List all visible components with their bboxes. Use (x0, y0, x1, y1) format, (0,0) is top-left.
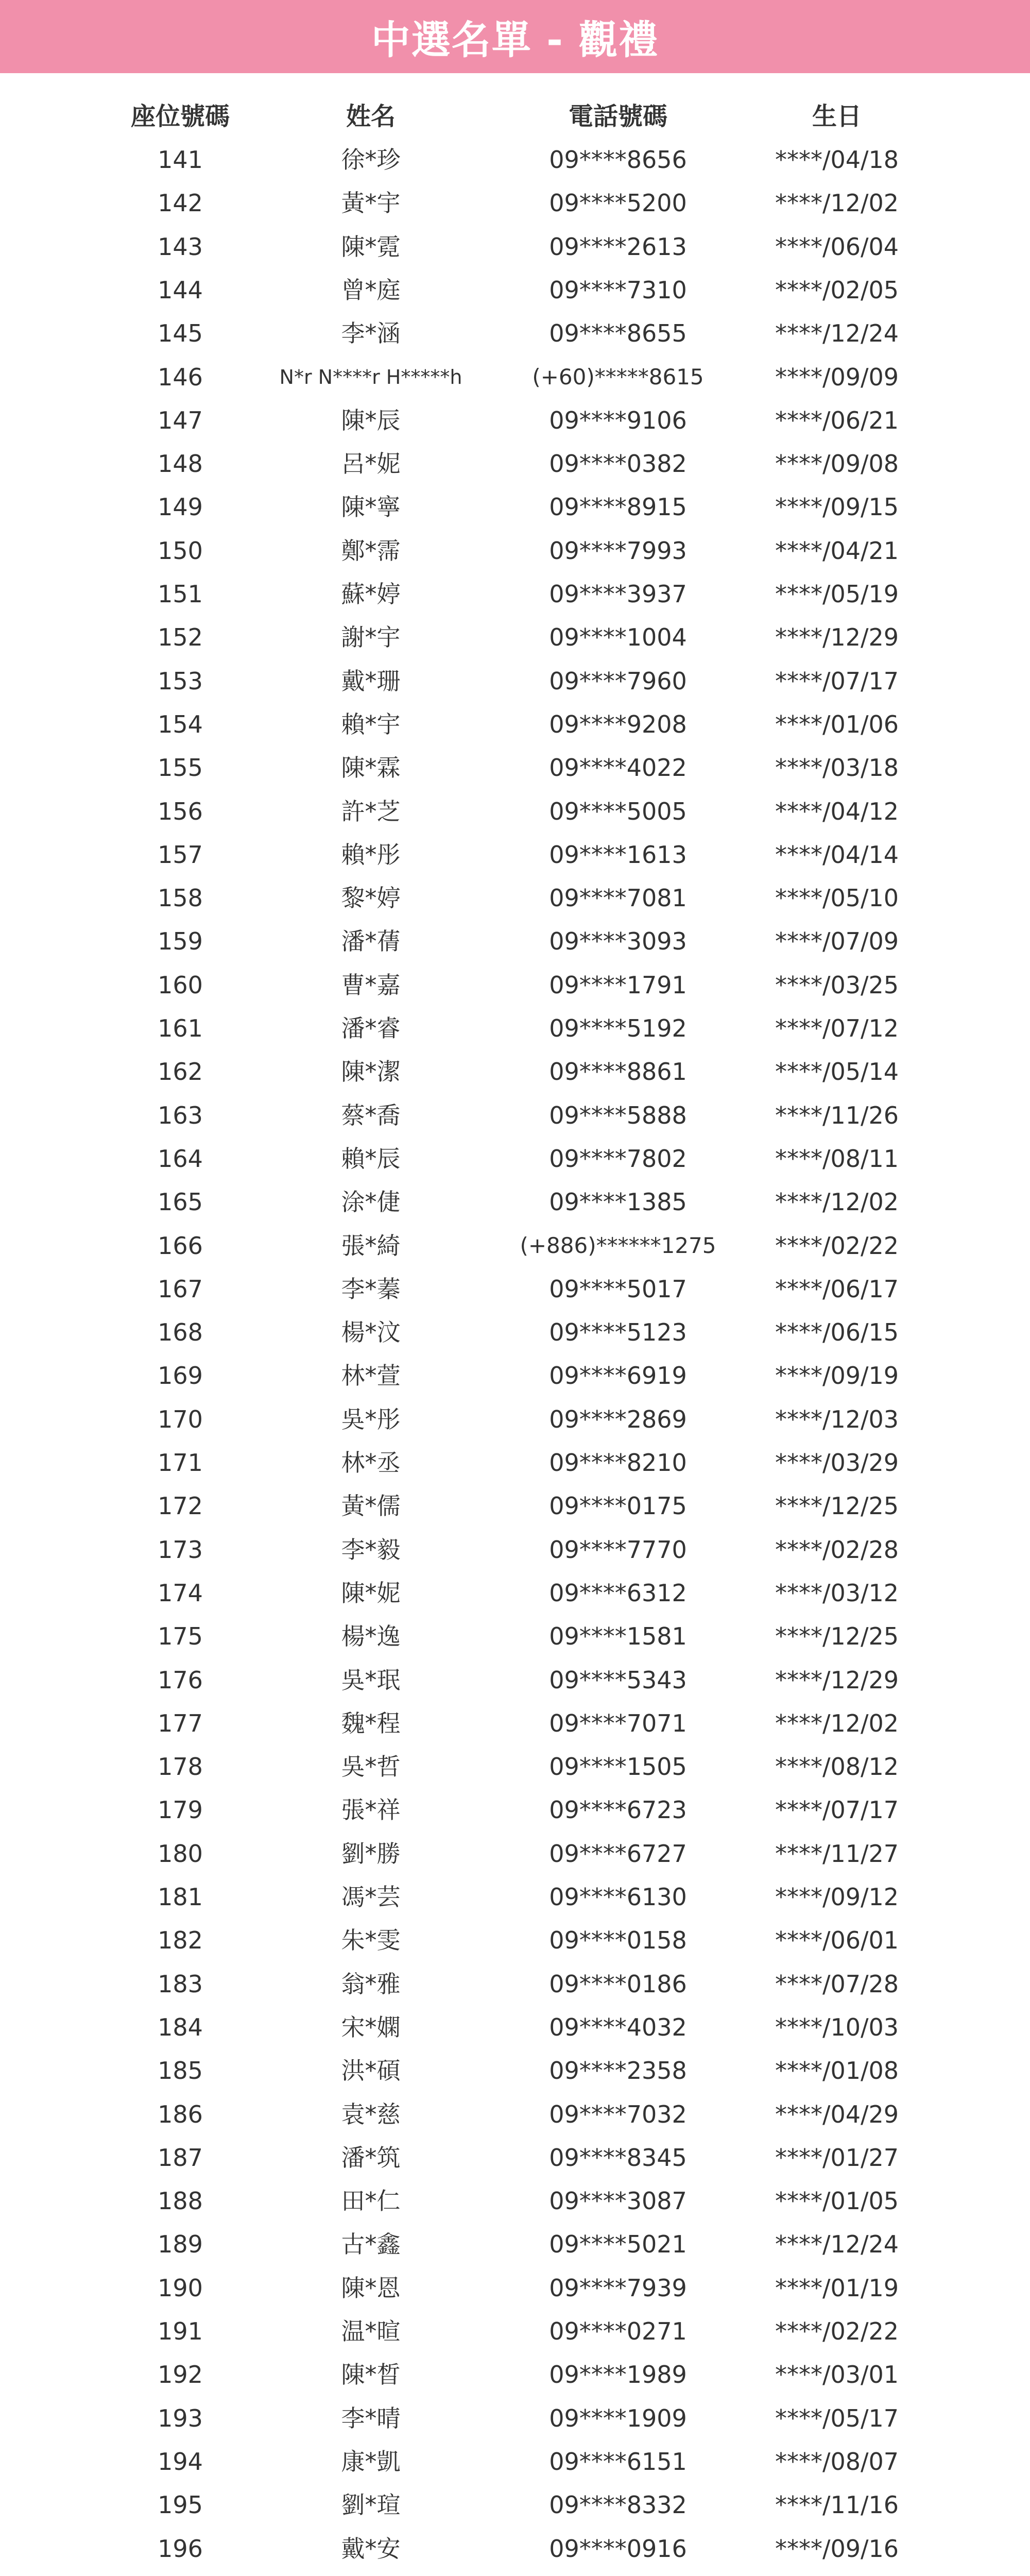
table-row (0, 2570, 1030, 2576)
birthday: ****/06/15 (775, 1318, 899, 1347)
birthday: ****/09/19 (775, 1362, 899, 1390)
phone-number: 09****8345 (549, 2143, 687, 2172)
birthday: ****/01/27 (775, 2143, 899, 2172)
phone-number: 09****2613 (549, 232, 687, 261)
birthday: ****/07/28 (775, 1970, 899, 1998)
table-row (0, 1311, 1030, 1354)
birthday: ****/10/03 (775, 2013, 899, 2041)
seat-number: 192 (158, 2361, 203, 2389)
seat-number: 185 (158, 2057, 203, 2085)
phone-number: 09****8655 (549, 319, 687, 348)
seat-number: 178 (158, 1753, 203, 1781)
phone-number: 09****0175 (549, 1492, 687, 1520)
winner-name: 吳*彤 (341, 1405, 401, 1433)
birthday: ****/05/14 (775, 1058, 899, 1086)
seat-number: 195 (158, 2491, 203, 2519)
winner-name: 田*仁 (341, 2187, 401, 2215)
winner-name: 李*毅 (341, 1535, 401, 1564)
seat-number: 184 (158, 2013, 203, 2041)
birthday: ****/06/21 (775, 406, 899, 434)
phone-number: 09****8210 (549, 1449, 687, 1477)
table-row (0, 485, 1030, 529)
winner-name: 戴*安 (341, 2534, 401, 2563)
birthday: ****/11/26 (775, 1101, 899, 1129)
table-row (0, 2093, 1030, 2136)
birthday: ****/03/25 (775, 971, 899, 999)
birthday: ****/05/17 (775, 2404, 899, 2432)
seat-number: 149 (158, 493, 203, 521)
seat-number: 174 (158, 1579, 203, 1607)
birthday: ****/03/01 (775, 2361, 899, 2389)
table-row (0, 1180, 1030, 1224)
column-header-name: 姓名 (346, 102, 396, 131)
table-row (0, 442, 1030, 485)
table-row (0, 2397, 1030, 2440)
table-row (0, 1919, 1030, 1962)
winner-name: 陳*霓 (341, 232, 401, 261)
winner-name: 温*暄 (341, 2317, 401, 2345)
phone-number: 09****6312 (549, 1579, 687, 1607)
winner-name: 林*萱 (341, 1362, 401, 1390)
table-row (0, 2223, 1030, 2266)
birthday: ****/12/24 (775, 319, 899, 348)
phone-number: 09****6919 (549, 1362, 687, 1390)
winner-name: 洪*碩 (341, 2057, 401, 2085)
phone-number: 09****6723 (549, 1796, 687, 1824)
column-header-seat: 座位號碼 (130, 102, 230, 131)
table-row (0, 2527, 1030, 2570)
birthday: ****/12/29 (775, 623, 899, 652)
phone-number: (+60)*****8615 (532, 364, 704, 389)
winner-name: 曾*庭 (341, 276, 401, 304)
column-header-phone: 電話號碼 (568, 102, 667, 131)
table-row (0, 181, 1030, 225)
winner-name: 張*綺 (341, 1231, 401, 1260)
birthday: ****/09/15 (775, 493, 899, 521)
phone-number: 09****0186 (549, 1970, 687, 1998)
birthday: ****/12/02 (775, 1188, 899, 1216)
seat-number: 181 (158, 1883, 203, 1911)
birthday: ****/09/08 (775, 450, 899, 478)
phone-number: 09****4032 (549, 2013, 687, 2041)
phone-number: (+886)******1275 (520, 1232, 716, 1258)
birthday: ****/01/19 (775, 2274, 899, 2302)
phone-number: 09****7081 (549, 884, 687, 912)
seat-number: 191 (158, 2317, 203, 2345)
seat-number: 145 (158, 319, 203, 348)
phone-number: 09****8861 (549, 1058, 687, 1086)
winner-name: 劉*瑄 (341, 2491, 401, 2519)
table-row (0, 399, 1030, 442)
birthday: ****/12/02 (775, 1709, 899, 1737)
winner-name: 陳*辰 (341, 406, 401, 434)
phone-number: 09****1791 (549, 971, 687, 999)
winner-name (242, 2570, 500, 2576)
winner-name: 袁*慈 (341, 2100, 401, 2128)
phone-number: 09****5192 (549, 1014, 687, 1042)
table-row (0, 355, 1030, 399)
table-row (0, 1267, 1030, 1311)
birthday: ****/07/17 (775, 667, 899, 695)
table-row (0, 1962, 1030, 2006)
title-banner (0, 0, 1030, 73)
winner-name: 許*芝 (341, 797, 401, 825)
table-row (0, 2483, 1030, 2527)
birthday: ****/05/10 (775, 884, 899, 912)
seat-number: 144 (158, 276, 203, 304)
winner-name: 林*丞 (341, 1449, 401, 1477)
seat-number: 183 (158, 1970, 203, 1998)
table-row (0, 1224, 1030, 1267)
winner-name: 鄭*霈 (341, 536, 401, 565)
birthday: ****/04/18 (775, 146, 899, 174)
table-row (0, 1832, 1030, 1875)
table-row (0, 876, 1030, 920)
winner-name: 賴*彤 (341, 840, 401, 869)
table-row (0, 1615, 1030, 1658)
table-row (0, 225, 1030, 268)
seat-number: 166 (158, 1231, 203, 1260)
phone-number: 09****0271 (549, 2317, 687, 2345)
birthday: ****/11/16 (775, 2491, 899, 2519)
table-row (0, 703, 1030, 746)
phone-number: 09****5888 (549, 1101, 687, 1129)
winner-name: 潘*蒨 (341, 927, 401, 956)
table-row (0, 1441, 1030, 1484)
winner-name: 陳*妮 (341, 1579, 401, 1607)
seat-number: 175 (158, 1622, 203, 1651)
phone-number: 09****5343 (549, 1666, 687, 1694)
seat-number: 180 (158, 1839, 203, 1868)
phone-number: 09****7993 (549, 536, 687, 565)
phone-number: 09****5200 (549, 189, 687, 217)
birthday: ****/02/22 (775, 2317, 899, 2345)
winner-name: 楊*逸 (341, 1622, 401, 1651)
table-row (0, 572, 1030, 616)
phone-number: 09****7071 (549, 1709, 687, 1737)
table-row (0, 1658, 1030, 1702)
table-row (0, 1528, 1030, 1571)
birthday: ****/12/25 (775, 1622, 899, 1651)
winner-name: 蘇*婷 (341, 580, 401, 608)
seat-number: 186 (158, 2100, 203, 2128)
table-row (0, 1094, 1030, 1137)
winner-name: 黎*婷 (341, 884, 401, 912)
phone-number: 09****0382 (549, 450, 687, 478)
seat-number: 142 (158, 189, 203, 217)
seat-number: 152 (158, 623, 203, 652)
birthday: ****/09/16 (775, 2534, 899, 2563)
seat-number: 147 (158, 406, 203, 434)
table-row (0, 2179, 1030, 2223)
seat-number: 163 (158, 1101, 203, 1129)
birthday: ****/04/14 (775, 840, 899, 869)
winner-name: 朱*雯 (341, 1926, 401, 1955)
phone-number: 09****5017 (549, 1275, 687, 1303)
phone-number: 09****1909 (549, 2404, 687, 2432)
table-row (0, 1571, 1030, 1615)
seat-number: 146 (158, 363, 203, 391)
seat-number: 187 (158, 2143, 203, 2172)
seat-number: 196 (158, 2534, 203, 2563)
phone-number: 09****1581 (549, 1622, 687, 1651)
table-row (0, 616, 1030, 659)
seat-number: 155 (158, 754, 203, 782)
seat-number: 162 (158, 1058, 203, 1086)
winner-name: 吳*哲 (341, 1753, 401, 1781)
birthday: ****/06/01 (775, 1926, 899, 1955)
birthday: ****/02/05 (775, 276, 899, 304)
table-row (0, 1702, 1030, 1745)
phone-number: 09****1989 (549, 2361, 687, 2389)
winner-name: 呂*妮 (341, 450, 401, 478)
seat-number: 153 (158, 667, 203, 695)
winner-name: 吳*珉 (341, 1666, 401, 1694)
winner-name: 古*鑫 (341, 2230, 401, 2259)
page-title: 中選名單 - 觀禮 (371, 16, 659, 63)
phone-number: 09****7770 (549, 1535, 687, 1564)
phone-number: 09****9106 (549, 406, 687, 434)
table-row (0, 138, 1030, 181)
winner-name: 陳*寧 (341, 493, 401, 521)
birthday: ****/12/29 (775, 1666, 899, 1694)
birthday: ****/08/07 (775, 2447, 899, 2476)
table-row (0, 268, 1030, 312)
winner-name: 曹*嘉 (341, 971, 401, 999)
birthday: ****/12/03 (775, 1405, 899, 1433)
birthday: ****/02/22 (775, 1231, 899, 1260)
phone-number: 09****0916 (549, 2534, 687, 2563)
table-row (0, 2006, 1030, 2049)
seat-number: 160 (158, 971, 203, 999)
seat-number: 158 (158, 884, 203, 912)
winner-name: 張*祥 (341, 1796, 401, 1824)
seat-number: 167 (158, 1275, 203, 1303)
phone-number: 09****4022 (549, 754, 687, 782)
winner-name: N*r N****r H*****h (279, 365, 462, 388)
seat-number: 141 (158, 146, 203, 174)
seat-number: 168 (158, 1318, 203, 1347)
winner-name: 馮*芸 (341, 1883, 401, 1911)
winner-name: 魏*程 (341, 1709, 401, 1737)
phone-number: 09****5005 (549, 797, 687, 825)
phone-number: 09****9208 (549, 710, 687, 738)
phone-number: 09****1004 (549, 623, 687, 652)
table-row (0, 1875, 1030, 1919)
phone-number: 09****7939 (549, 2274, 687, 2302)
birthday: ****/07/09 (775, 927, 899, 956)
seat-number: 157 (158, 840, 203, 869)
phone-number: 09****3093 (549, 927, 687, 956)
table-row (0, 1137, 1030, 1180)
birthday: ****/04/21 (775, 536, 899, 565)
phone-number: 09****2869 (549, 1405, 687, 1433)
table-row (0, 2136, 1030, 2179)
seat-number: 171 (158, 1449, 203, 1477)
table-row (0, 1007, 1030, 1050)
birthday: ****/07/17 (775, 1796, 899, 1824)
winner-name: 徐*珍 (341, 146, 401, 174)
birthday: ****/01/05 (775, 2187, 899, 2215)
seat-number: 154 (158, 710, 203, 738)
winner-name: 蔡*喬 (341, 1101, 401, 1129)
birthday (708, 2570, 966, 2576)
phone-number: 09****8332 (549, 2491, 687, 2519)
table-row (0, 1745, 1030, 1788)
table-row (0, 833, 1030, 876)
phone-number: 09****5021 (549, 2230, 687, 2259)
table-row (0, 1050, 1030, 1093)
phone-number: 09****5123 (549, 1318, 687, 1347)
phone-number: 09****6130 (549, 1883, 687, 1911)
seat-number: 188 (158, 2187, 203, 2215)
table-row (0, 2049, 1030, 2092)
winner-name: 陳*晳 (341, 2361, 401, 2389)
winner-name: 劉*勝 (341, 1839, 401, 1868)
winner-name: 陳*霖 (341, 754, 401, 782)
winner-name: 潘*睿 (341, 1014, 401, 1042)
table-row (0, 2353, 1030, 2396)
column-header-birthday: 生日 (812, 102, 862, 131)
table-row (0, 746, 1030, 789)
phone-number: 09****7960 (549, 667, 687, 695)
seat-number: 173 (158, 1535, 203, 1564)
birthday: ****/01/06 (775, 710, 899, 738)
birthday: ****/05/19 (775, 580, 899, 608)
birthday: ****/09/09 (775, 363, 899, 391)
seat-number: 189 (158, 2230, 203, 2259)
phone-number: 09****8915 (549, 493, 687, 521)
birthday: ****/03/12 (775, 1579, 899, 1607)
winner-name: 宋*嫻 (341, 2013, 401, 2041)
table-row (0, 529, 1030, 572)
birthday: ****/01/08 (775, 2057, 899, 2085)
winner-name: 陳*恩 (341, 2274, 401, 2302)
winner-name: 翁*雅 (341, 1970, 401, 1998)
birthday: ****/07/12 (775, 1014, 899, 1042)
phone-number: 09****3937 (549, 580, 687, 608)
birthday: ****/08/12 (775, 1753, 899, 1781)
phone-number: 09****1385 (549, 1188, 687, 1216)
seat-number: 179 (158, 1796, 203, 1824)
table-row (0, 1484, 1030, 1528)
table-row (0, 312, 1030, 355)
seat-number: 172 (158, 1492, 203, 1520)
seat-number: 148 (158, 450, 203, 478)
winner-name: 賴*辰 (341, 1144, 401, 1173)
winner-name: 黃*宇 (341, 189, 401, 217)
birthday: ****/11/27 (775, 1839, 899, 1868)
winner-name: 涂*倢 (341, 1188, 401, 1216)
seat-number: 190 (158, 2274, 203, 2302)
winner-name: 戴*珊 (341, 667, 401, 695)
winner-name: 李*涵 (341, 319, 401, 348)
winner-name: 康*凱 (341, 2447, 401, 2476)
birthday: ****/03/18 (775, 754, 899, 782)
winner-name: 楊*汶 (341, 1318, 401, 1347)
winner-name: 李*蓁 (341, 1275, 401, 1303)
seat-number: 156 (158, 797, 203, 825)
birthday: ****/02/28 (775, 1535, 899, 1564)
seat-number: 193 (158, 2404, 203, 2432)
winner-name: 黃*儒 (341, 1492, 401, 1520)
seat-number: 177 (158, 1709, 203, 1737)
phone-number: 09****7032 (549, 2100, 687, 2128)
table-row (0, 1354, 1030, 1397)
seat-number: 164 (158, 1144, 203, 1173)
table-row (0, 790, 1030, 833)
birthday: ****/03/29 (775, 1449, 899, 1477)
winner-name: 陳*潔 (341, 1058, 401, 1086)
phone-number: 09****3087 (549, 2187, 687, 2215)
birthday: ****/04/29 (775, 2100, 899, 2128)
phone-number: 09****6727 (549, 1839, 687, 1868)
birthday: ****/06/04 (775, 232, 899, 261)
phone-number: 09****1505 (549, 1753, 687, 1781)
birthday: ****/09/12 (775, 1883, 899, 1911)
seat-number: 151 (158, 580, 203, 608)
phone-number: 09****1613 (549, 840, 687, 869)
table-row (0, 920, 1030, 963)
phone-number: 09****8656 (549, 146, 687, 174)
table-row (0, 1398, 1030, 1441)
table-row (0, 2440, 1030, 2483)
winner-name: 潘*筑 (341, 2143, 401, 2172)
phone-number: 09****7802 (549, 1144, 687, 1173)
seat-number: 170 (158, 1405, 203, 1433)
phone-number: 09****2358 (549, 2057, 687, 2085)
table-row (0, 963, 1030, 1007)
seat-number: 176 (158, 1666, 203, 1694)
birthday: ****/04/12 (775, 797, 899, 825)
table-row (0, 2266, 1030, 2310)
birthday: ****/12/02 (775, 189, 899, 217)
seat-number: 165 (158, 1188, 203, 1216)
seat-number: 143 (158, 232, 203, 261)
birthday: ****/08/11 (775, 1144, 899, 1173)
seat-number: 150 (158, 536, 203, 565)
winner-name: 謝*宇 (341, 623, 401, 652)
table-row (0, 2310, 1030, 2353)
winner-name: 李*晴 (341, 2404, 401, 2432)
table-row (0, 1788, 1030, 1832)
seat-number: 159 (158, 927, 203, 956)
seat-number: 194 (158, 2447, 203, 2476)
winner-name: 賴*宇 (341, 710, 401, 738)
phone-number: 09****7310 (549, 276, 687, 304)
table-header (0, 95, 1030, 138)
birthday: ****/12/25 (775, 1492, 899, 1520)
birthday: ****/06/17 (775, 1275, 899, 1303)
birthday: ****/12/24 (775, 2230, 899, 2259)
table-row (0, 659, 1030, 703)
seat-number: 182 (158, 1926, 203, 1955)
seat-number: 169 (158, 1362, 203, 1390)
seat-number: 161 (158, 1014, 203, 1042)
phone-number: 09****0158 (549, 1926, 687, 1955)
phone-number: 09****6151 (549, 2447, 687, 2476)
